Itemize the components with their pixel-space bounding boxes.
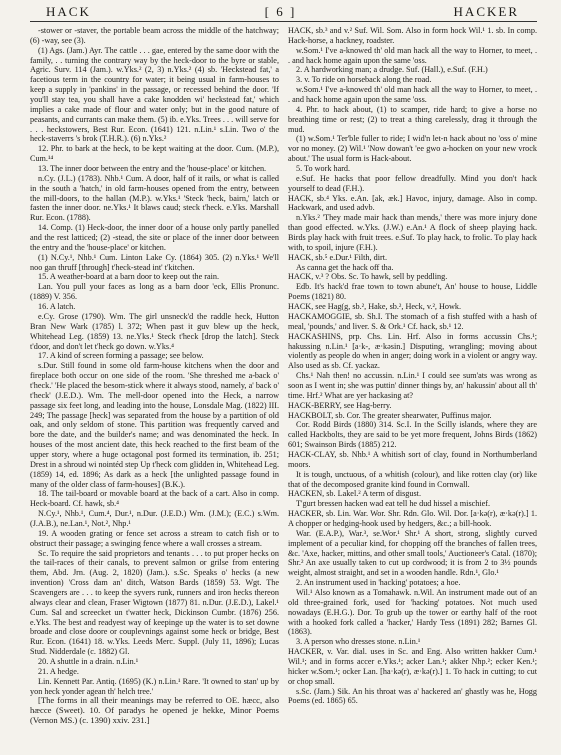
entry-paragraph: 4. Phr. to hack about, (1) to scamper, ride hard; to give a horse no breathing time or rest; (2) to treat a thing carelessly, drag it through the mud. (288, 104, 537, 134)
entry-paragraph: s.Dur. Still found in some old farm-house kitchens when the door and fireplace both occur on one side of the room. 'She threshed me a-back o' t'heck.' 'He placed the besom-stick where it always stood, namely, a' back o' t'heck' (J.E.D.). Wm. The mell-door opened into the Heck, a narrow passage six feet long, and leading into the house, Lonsdale Mag. (1822) III. 249; The passage [heck] was separated from the house by a partition of old oak, and only seldom of stone. This partition was frequently carved and bore the date, and the builder's name; and was denominated the heck. In houses of the most ancient date, this heck reached to the first beam of the upper story, where a huge octagonal post formed its termination, ib. 251; Drest in a shroud wi nointéd step Up t'heck com glidden in, Whitehead Leg. (1859) 14, ed. 1896; As dark as a heck [the unlighted passage found in many of the older class of farm-houses] (B.K.). (30, 361, 279, 489)
entry-paragraph: 21. A hedge. (38, 666, 79, 676)
entry-paragraph: Cor. Rodd Birds (1880) 314. Sc.I. In the Scilly islands, where they are called Hackbolts, they are said to be yet more frequent, Johns Birds (1862) 601; Swainson Birds (1885) 212. (288, 420, 537, 450)
entry-paragraph: 15. A weather-board at a barn door to keep out the rain. (38, 272, 220, 282)
entry-paragraph: 19. A wooden grating or fence set across a stream to catch fish or to obstruct their passage; a swinging fence where a wall crosses a stream. (30, 528, 279, 548)
header-page-number: [ 6 ] (264, 4, 297, 19)
entry-paragraph: n.Yks.² 'They made mair hack than mends,' there was more injury done than good effected. w.Yks. (J.W.) e.An.¹ A flock of sheep playing hack. Birds play hack with fruit trees. e.Suf. To play hack, to frolic. To play hack with, to spoil, injure (F.H.). (288, 213, 537, 252)
entry-paragraph: w.Som.¹ I've a-knowed th' old man hack all the way to Horner, to meet, . . and hack home again upon the same 'oss. (288, 45, 537, 65)
entry-paragraph: HACKASHINS, prp. Chs. Lin. Hrf. Also in forms accussin Chs.¹; hakussing n.Lin.¹ [a·k-, æ·kəsin.] Disputing, wrangling; moving about violently as people do when in anger; doing work in a violent or angry way. Also used as sb. Cf. yackaz. (288, 331, 537, 371)
entry-paragraph: 13. The inner door between the entry and the 'house-place' or kitchen. (38, 164, 267, 174)
entry-paragraph: [The forms in all their meanings may be referred to OE. hæcc, also hæcce (Sweet). 10. Of paradys he opened je hekke, Minor Poems (Vernon MS.) (c. 1390) xxiv. 231.] (30, 695, 279, 726)
entry-paragraph: -stower or -staver, the portable beam across the middle of the hatchway; (6) -way, see (3). (30, 26, 279, 45)
entry-paragraph: 18. The tail-board or movable board at the back of a cart. Also in comp. Heck-board. Cf. hawk, sb.⁴ (30, 489, 279, 509)
entry-paragraph: 20. A shuttle in a drain. n.Lin.¹ (38, 657, 139, 666)
entry-paragraph: (1) Ags. (Jam.) Ayr. The cattle . . . gae, entered by the same door with the family, . . turning the contrary way by the heck-door to the byre or stable, Agric. Surv. 114 (Jam.). w.Yks.² (2, 3) n.Yks.² (4) sb. 'Heckstead fat,' a facetious term in the country for water; it being usual in farm-houses to keep a supply in 'pankins' in the passage, or recessed behind the door. 'If you'll stay tea, you shall have a cake knodden wi' heckstead fat,' which implies a cake made of flour and water only; but in the good nature of peasants, and currants can make them. (5) ib. e.Yks. Trees . . . will serve for . . . heckstowers, Best Rur. Econ. (1641) 121. n.Lin.¹ s.Lin. Two o' the heck-staverrs 's brok (T.H.R.). (6) n.Yks.² (30, 45, 279, 144)
entry-paragraph: 5. To work hard. (296, 164, 351, 174)
right-column (288, 26, 537, 750)
header-left-headword: HACK (46, 4, 91, 19)
entry-paragraph: HACK-CLAY, sb. Nhb.¹ A whitish sort of clay, found in Northumberland moors. (288, 449, 537, 469)
entry-paragraph: HACK, sb.⁴ Yks. e.An. [ak, æk.] Havoc, injury, damage. Also in comp. Hackwark, and used advb. (288, 193, 537, 213)
entry-paragraph: Lin. Kennett Par. Antiq. (1695) (K.) n.Lin.¹ Rare. 'It owned to stan' up by yon heck yonder agean th' helch tree.' (30, 676, 279, 696)
entry-paragraph: T'gurt bressen hacken wad eat tell he dud hissel a mischief. (296, 499, 491, 509)
entry-paragraph: HACK, see Hag(g, sb.², Hake, sb.², Heck, v.², Howk. (288, 302, 462, 312)
entry-paragraph: s.Sc. (Jam.) Sik. An his throat was a' hackered an' ghastly was he, Hogg Poems (ed. 1865) 65. (288, 686, 537, 706)
entry-paragraph: 16. A latch. (38, 302, 76, 312)
entry-paragraph: 2. A hardworking man; a drudge. Suf. (Hall.), e.Suf. (F.H.) (296, 65, 488, 75)
entry-paragraph: 12. Phr. to bark at the heck, to be kept waiting at the door. Cum. (M.P.), Cum.¹⁴ (30, 144, 279, 164)
entry-paragraph: HACK, sb.³ and v.² Suf. Wil. Som. Also in form hock Wil.¹ 1. sb. In comp. Hack-horse, a hackney, roadster. (288, 26, 537, 45)
entry-paragraph: N.Cy.¹, Nhb.¹, Cum.⁴, Dur.¹, n.Dur. (J.E.D.) Wm. (J.M.); (E.C.) s.Wm. (J.A.B.), ne.Lan.¹, Not.², Nhp.¹ (30, 509, 279, 528)
entry-paragraph: HACK, v.³ ? Obs. Sc. To hawk, sell by peddling. (288, 272, 448, 282)
entry-paragraph: HACKBOLT, sb. Cor. The greater shearwater, Puffinus major. (288, 410, 492, 420)
left-column (30, 26, 279, 750)
entry-paragraph: Chs.¹ Nah then! no accussin. n.Lin.¹ I could see sum'ats was wrong as soon as I went in; she was puttin' dinner things by, an' hakussin' about all th' time. Hrf.² What are yer hackasing at? (288, 371, 537, 400)
entry-paragraph: Sc. To require the said proprietors and tenants . . . to put proper hecks on the tail-races of their canals, to prevent salmon or grilse from entering them, Abd. Jrn. (Aug. 2, 1820) (Jam.). s.Sc. Speaks o' hecks (a new invention) 'Cross dam an' ditch, Watson Bards (1859) 53. Wgt. The Scavengers are . . . to keep the syvers runk, runners and iron hecks thereon always clear and clean, Fraser Wigtown (1877) 81. n.Dur. (J.E.D.), Lakel.¹ Cum. Sal and screecket un t'watter heck, Dickinson Cumbr. (1876) 256. e.Yks. The best and readyest way of keepinge up the water is to set downe broade and close doore or couplevnings against some heck or bridge, Best Rur. Econ. (1641) 18. w.Yks. Leeds Merc. Suppl. (July 11, 1896); Lucas Stud. Nidderdale (c. 1882) Gl. (30, 548, 279, 657)
entry-paragraph: e.Cy. Grose (1790). Wm. The girl unsneck'd the raddle heck, Hutton Bran New Wark (1785) l. 372; When past it guv blew up the heck, Whitehead Leg. (1859) 13. ne.Yks.¹ Steck t'heck [drop the latch]. Steck t'door, and don't let t'heck go down. w.Yks.⁴ (30, 311, 279, 351)
entry-paragraph: As canna get the hack off tha. (296, 262, 394, 272)
entry-paragraph: 17. A kind of screen forming a passage; see below. (38, 351, 204, 361)
entry-paragraph: HACKER, sb. Lin. War. Wor. Shr. Rdn. Glo. Wil. Dor. [a·kə(r), æ·kə(r).] 1. A chopper or hedging-hook used by hedgers, &c.; a bill-hook. (288, 509, 537, 528)
header-rule (30, 21, 537, 22)
entry-paragraph: n.Cy. (J.L.) (1783). Nhb.¹ Cum. A door, half of it rails, or what is called in the south a 'hatch,' in old farm-houses opened from the entry, between the mill-doors, to the hallan (M.P.). w.Yks.¹ 'Steck 'heck, bairn,' latch or fasten the inner door. ne.Yks.¹ It blaws caud; steck t'heck. e.Yks. Marshall Rur. Econ. (1788). (30, 173, 279, 223)
entry-paragraph: HACK-BERRY, see Hag-berry. (288, 400, 392, 410)
entry-paragraph: 3. v. To ride on horseback along the road. (296, 75, 432, 85)
entry-paragraph: HACKER, v. Var. dial. uses in Sc. and Eng. Also written hakker Cum.¹ Wil.¹; and in forms accer e.Yks.¹; acker Lan.¹; akker Nhp.²; ecker Ken.¹; hicker w.Som.¹; ocker Lan. [ha·kə(r), æ·kə(r).] 1. To hack in cutting; to cut or chop small. (288, 647, 537, 686)
entry-paragraph: w.Som.¹ I've a-knowed th' old man hack all the way to Horner, to meet, . . and hack home again upon the same 'oss. (288, 85, 537, 105)
entry-paragraph: 14. Comp. (1) Heck-door, the inner door of a house only partly panelled and the rest latticed; (2) -stead, the site or place of the inner door between the entry and the 'house-place' or kitchen. (30, 223, 279, 252)
entry-paragraph: 3. A person who dresses stone. n.Lin.¹ (296, 637, 421, 647)
entry-paragraph: War. (E.A.P.), War.³, se.Wor.¹ Shr.¹ A short, strong, slightly curved implement of a peculiar kind, for chopping off the branches of fallen trees, &c. 'Axe, hacker, mittins, and other small tools,' Auctioneer's Catal. (1870); Shr.² An axe usually taken to cut up cordwood; it is from 2 to 3½ pounds weight, almost straight, and set in a wooden handle. Rdn.¹, Glo.¹ (288, 528, 537, 578)
entry-paragraph: 2. An instrument used in 'hacking' potatoes; a hoe. (296, 578, 461, 588)
entry-paragraph: (1) w.Som.¹ Ter'ble fuller to ride; I wid'n let-n hack about no 'oss o' mine vor no money. (2) Wil.¹ 'Now dowan't 'ee gwo a-hocken on your new vrock about.' The usual form is Hack-about. (288, 134, 537, 164)
header-right-headword: HACKER (453, 4, 519, 19)
entry-paragraph: It is tough, unctuous, of a whitish (colour), and like rotten clay (or) like that of the decomposed granite kind found in Cornwall. (288, 469, 537, 489)
entry-paragraph: HACKEN, sb. Lakel.² A term of disgust. (288, 489, 421, 499)
entry-paragraph: Wil.¹ Also known as a Tomahawk. n.Wil. An instrument made out of an old three-grained fork, used for 'hacking' potatoes. Not much used nowadays (E.H.G.). Dor. To grub up the tower or earthy half of the root with a hooked fork called a 'hacker,' Hardy Tess (1891) 282; Barnes Gl. (1863). (288, 587, 537, 637)
entry-paragraph: (1) N.Cy.¹, Nhb.¹ Cum. Linton Lake Cy. (1864) 305. (2) n.Yks.¹ We'll noo gan thruff [through] t'heck-stead int' t'kitchen. (30, 252, 279, 272)
entry-paragraph: HACK, sb.⁵ e.Dur.¹ Filth, dirt. (288, 252, 388, 262)
entry-paragraph: Edb. It's hack'd frae town to town abune't, An' house to house, Liddle Poems (1821) 80. (288, 282, 537, 302)
entry-paragraph: Lan. You pull your faces as long as a barn door 'eck, Ellis Pronunc. (1889) V. 356. (30, 282, 279, 302)
entry-paragraph: HACKAMOGGIE, sb. Sh.I. The stomach of a fish stuffed with a hash of meal, 'pounds,' and liver. S. & Ork.¹ Cf. hack, sb.¹ 12. (288, 311, 537, 331)
running-header (34, 4, 527, 22)
entry-paragraph: e.Suf. He hacks that poor fellow dreadfully. Mind you don't hack yourself to dead (F.H.). (288, 173, 537, 193)
